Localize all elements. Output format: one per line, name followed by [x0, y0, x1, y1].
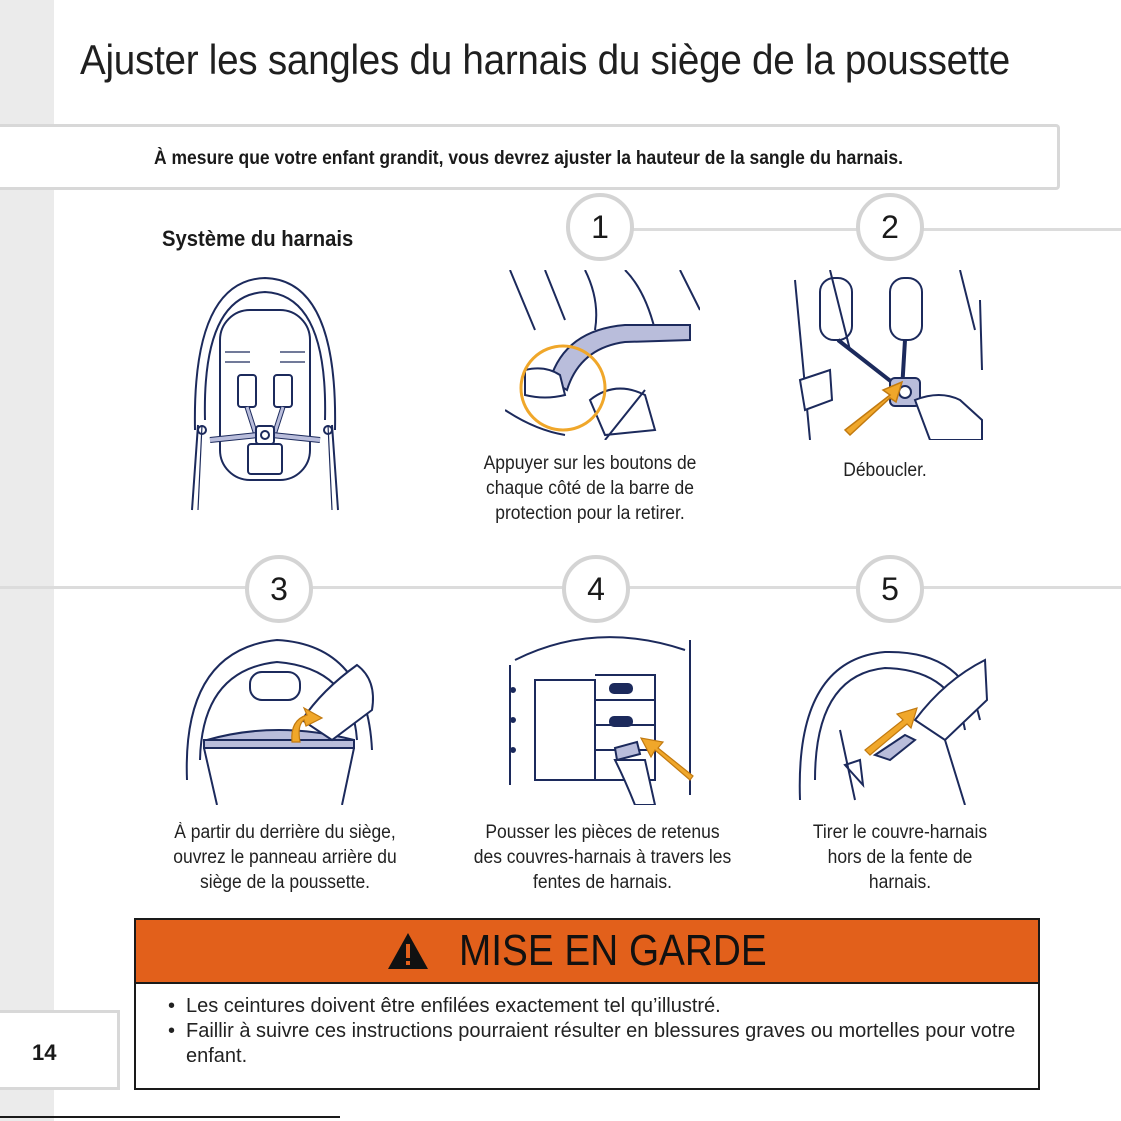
- step-3-caption: À partir du derrière du siège, ouvrez le panneau arrière du siège de la poussette.: [173, 822, 397, 893]
- warning-box: [134, 918, 1040, 1090]
- step-row2-connector: [0, 586, 1121, 589]
- step-1-number-badge: 1: [566, 193, 634, 261]
- step-5-number-badge: 5: [856, 555, 924, 623]
- page-number-tab: [0, 1010, 120, 1090]
- step-2-number-badge: 2: [856, 193, 924, 261]
- step-row1-connector-right: [920, 228, 1121, 231]
- step-4-number-badge: 4: [562, 555, 630, 623]
- step-1-illustration: [505, 270, 700, 440]
- step-5-illustration: [795, 640, 990, 805]
- step-1-caption: Appuyer sur les boutons de chaque côté de la barre de protection pour la retirer.: [483, 453, 697, 524]
- bottom-rule: [0, 1116, 340, 1118]
- warning-item: • Les ceintures doivent être enfilées exactement tel qu’illustré.: [166, 994, 1038, 1019]
- harness-system-label: Système du harnais: [162, 226, 354, 251]
- step-3-illustration: [182, 630, 382, 805]
- warning-title: MISE EN GARDE: [459, 926, 767, 975]
- step-2-illustration: [790, 270, 985, 440]
- step-3-number-badge: 3: [245, 555, 313, 623]
- page-number: 14: [32, 1040, 57, 1065]
- warning-list: [136, 984, 1038, 1069]
- page-title: Ajuster les sangles du harnais du siège de la poussette: [80, 36, 1010, 83]
- warning-header: [136, 920, 1038, 984]
- harness-system-illustration: [180, 270, 350, 515]
- step-row1-connector: [630, 228, 860, 231]
- intro-banner: [0, 124, 1060, 190]
- step-4-illustration: [505, 630, 695, 805]
- step-2-caption: Déboucler.: [843, 460, 927, 481]
- warning-item: • Faillir à suivre ces instructions pourraient résulter en blessures graves ou mortelles pour votre enfant.: [166, 1019, 1038, 1069]
- intro-text: À mesure que votre enfant grandit, vous devrez ajuster la hauteur de la sangle du harnais.: [154, 148, 903, 169]
- step-4-caption: Pousser les pièces de retenus des couvres-harnais à travers les fentes de harnais.: [473, 822, 732, 893]
- step-5-caption: Tirer le couvre-harnais hors de la fente de harnais.: [812, 822, 988, 893]
- warning-triangle-icon: [386, 931, 430, 971]
